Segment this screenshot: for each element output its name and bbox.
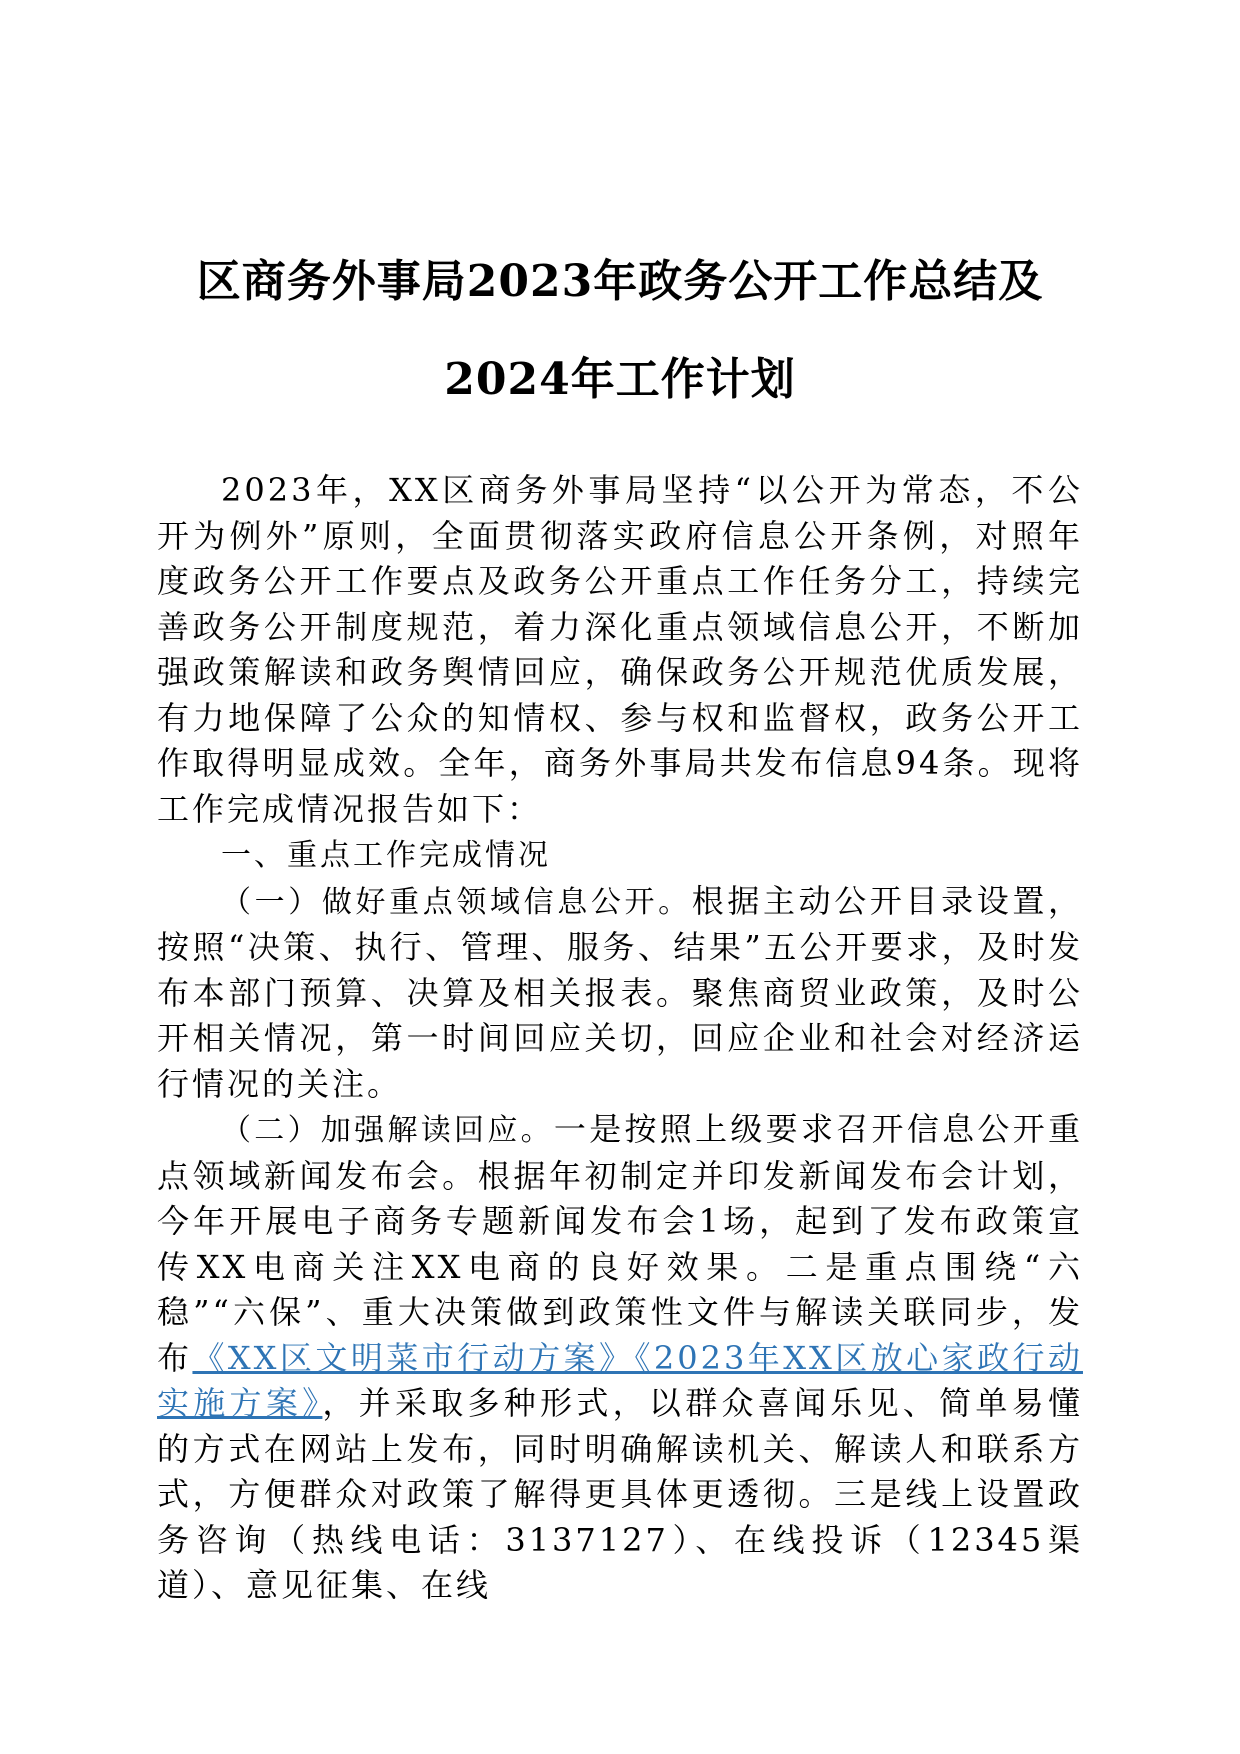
document-body — [157, 468, 1083, 1609]
subsection-1-text: 根据主动公开目录设置，按照“决策、执行、管理、服务、结果”五公开要求，及时发布本部门预算、决算及相关报表。聚焦商贸业政策，及时公开相关情况，第一时间回应关切，回应企业和社会对经济运行情况的关注。 — [157, 881, 1083, 1103]
policy-documents-link[interactable]: 《XX区文明菜市行动方案》《2023年XX区放心家政行动实施方案》 — [157, 1338, 1083, 1422]
intro-paragraph: 2023年，XX区商务外事局坚持“以公开为常态，不公开为例外”原则，全面贯彻落实政府信息公开条例，对照年度政务公开工作要点及政务公开重点工作任务分工，持续完善政务公开制度规范，着力深化重点领域信息公开，不断加强政策解读和政务舆情回应，确保政务公开规范优质发展，有力地保障了公众的知情权、参与权和监督权，政务公开工作取得明显成效。全年，商务外事局共发布信息94条。现将工作完成情况报告如下： — [157, 471, 1083, 828]
subsection-2-text-before-link: 一是按照上级要求召开信息公开重点领域新闻发布会。根据年初制定并印发新闻发布会计划，今年开展电子商务专题新闻发布会1场，起到了发布政策宣传XX电商关注XX电商的良好效果。二是重点围绕“六稳”“六保”、重大决策做到政策性文件与解读关联同步，发布 — [157, 1110, 1083, 1377]
subsection-1-heading: （一）做好重点领域信息公开。 — [221, 884, 692, 920]
document-title-line-1: 区商务外事局2023年政务公开工作总结及 — [196, 256, 1044, 307]
document-title-line-2: 2024年工作计划 — [444, 354, 796, 405]
subsection-2-heading: （二）加强解读回应。 — [221, 1113, 554, 1148]
subsection-2-text-after-link: ，并采取多种形式，以群众喜闻乐见、简单易懂的方式在网站上发布，同时明确解读机关、解读人和联系方式，方便群众对政策了解得更具体更透彻。三是线上设置政务咨询（热线电话：3137127）、在线投诉（12345渠道）、意见征集、在线 — [157, 1384, 1083, 1604]
subsection-2-paragraph — [157, 1107, 1083, 1609]
section-1-heading: 一、重点工作完成情况 — [221, 838, 551, 873]
section-1-paragraph — [157, 832, 1083, 879]
subsection-1-paragraph — [157, 879, 1083, 1108]
